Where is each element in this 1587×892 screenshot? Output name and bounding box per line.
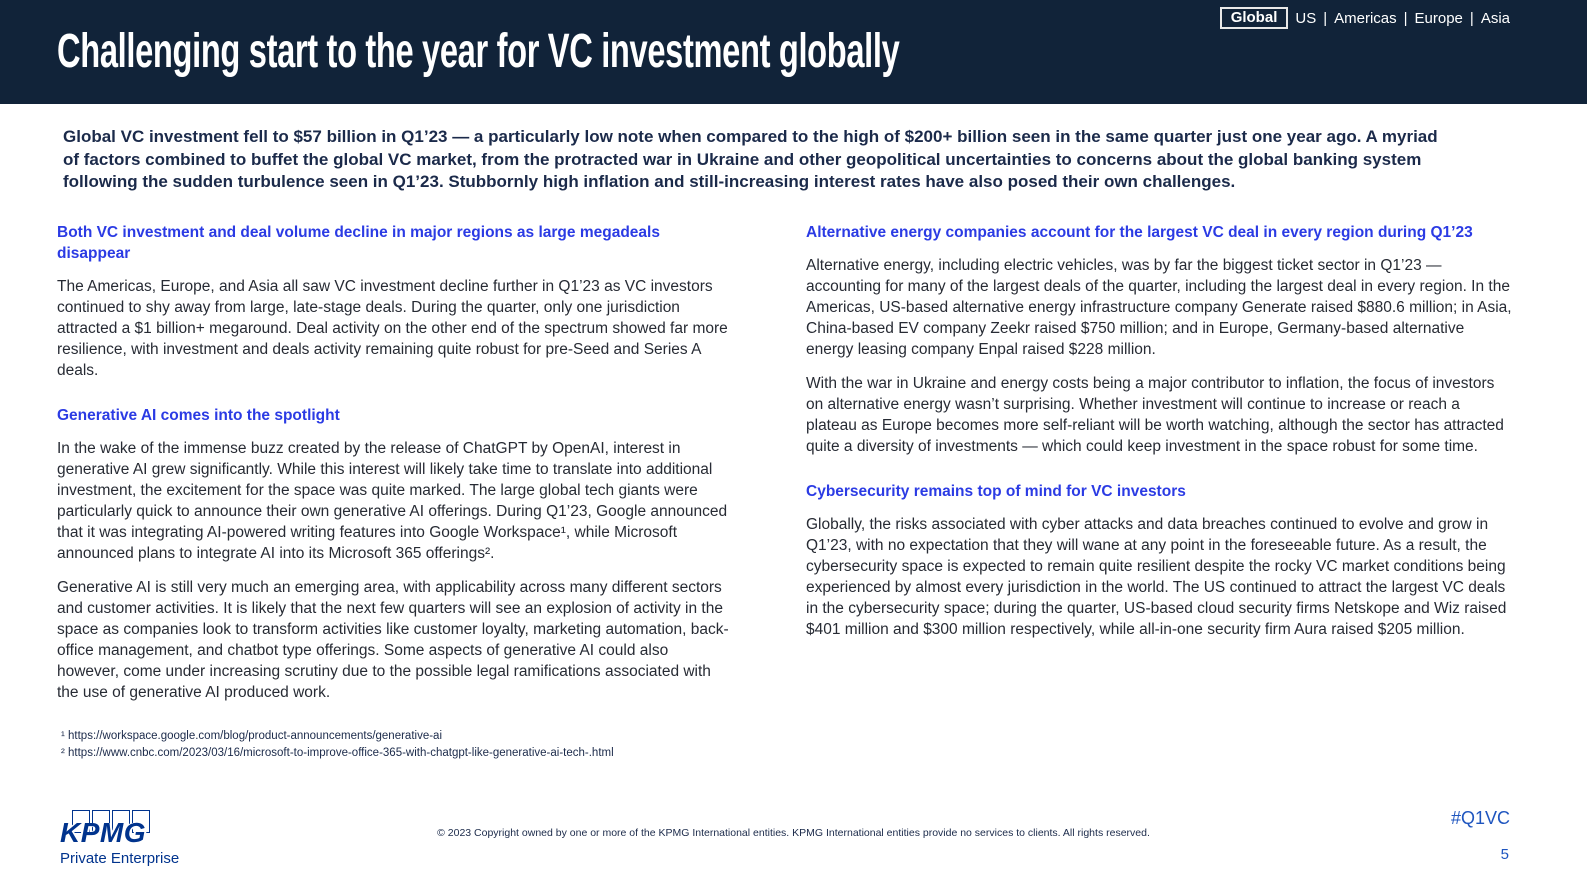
- paragraph-generative-ai-2: Generative AI is still very much an emerging area, with applicability across many different sectors and customer activities. It is likely that the next few quarters will see an explosion of activity in the space as companies look to transform activities like customer loyalty, marketing automation, back-office management, and chatbot type offerings. Some aspects of generative AI could also however, come under increasing scrutiny due to the possible legal ramifications associated with the use of generative AI produced work.: [57, 579, 729, 701]
- nav-tab-americas[interactable]: Americas: [1334, 9, 1397, 27]
- footnotes: [61, 728, 614, 762]
- page-number: 5: [1500, 846, 1509, 863]
- nav-tab-us[interactable]: US: [1295, 9, 1317, 27]
- left-column: [57, 220, 733, 716]
- hashtag-label: #Q1VC: [1450, 808, 1510, 828]
- intro-summary: Global VC investment fell to $57 billion in Q1’23 — a particularly low note when compared to the high of $200+ billion seen in the same quarter just one year ago. A myriad of factors combined to buffet the global VC market, from the protracted war in Ukraine and other geopolitical uncertainties to concerns about the global banking system following the sudden turbulence seen in Q1’23. Stubbornly high inflation and still-increasing interest rates have also posed their own challenges.: [63, 127, 1438, 191]
- paragraph-generative-ai-1: In the wake of the immense buzz created by the release of ChatGPT by OpenAI, interest in generative AI grew significantly. While this interest will likely take time to translate into additional investment, the excitement for the space was quite marked. The large global tech giants were particularly quick to announce their own generative AI offerings. During Q1’23, Google announced that it was integrating AI-powered writing features into Google Workspace¹, while Microsoft announced plans to integrate AI into its Microsoft 365 offerings².: [57, 440, 728, 562]
- nav-separator: |: [1469, 9, 1474, 27]
- section-heading-cybersecurity: Cybersecurity remains top of mind for VC investors: [806, 483, 1186, 500]
- paragraph-alternative-energy-2: With the war in Ukraine and energy costs being a major contributor to inflation, the focus of investors on alternative energy wasn’t surprising. Whether investment will continue to increase or reach a plateau as Europe becomes more self-reliant will be worth watching, although the sector has attracted quite a diversity of investments — which could keep investment in the space robust for some time.: [806, 375, 1504, 455]
- section-heading-generative-ai: Generative AI comes into the spotlight: [57, 407, 340, 424]
- kpmg-logo-subtitle: Private Enterprise: [60, 850, 180, 867]
- paragraph-cybersecurity: Globally, the risks associated with cyber attacks and data breaches continued to evolve and grow in Q1’23, with no expectation that they will wane at any point in the foreseeable future. As a result, the cybersecurity space is expected to remain quite resilient despite the rocky VC market conditions being experienced by almost every jurisdiction in the world. The US continued to attract the largest VC deals in the cybersecurity space; during the quarter, US-based cloud security firms Netskope and Wiz raised $401 million and $300 million respectively, while all-in-one security firm Aura raised $205 million.: [806, 516, 1507, 638]
- body-columns: [57, 220, 1512, 716]
- paragraph-megadeals: The Americas, Europe, and Asia all saw VC investment decline further in Q1’23 as VC investors continued to shy away from large, late-stage deals. During the quarter, only one jurisdiction attracted a $1 billion+ megaround. Deal activity on the other end of the spectrum showed far more resilience, with investment and deals activity remaining quite robust for pre-Seed and Series A deals.: [57, 278, 728, 379]
- footnote-link-1[interactable]: ¹ https://workspace.google.com/blog/product-announcements/generative-ai: [61, 730, 442, 742]
- nav-tab-asia[interactable]: Asia: [1480, 9, 1510, 27]
- kpmg-logo-wordmark: KPMG: [60, 817, 146, 848]
- section-heading-alternative-energy: Alternative energy companies account for the largest VC deal in every region during Q1’23: [806, 224, 1473, 241]
- paragraph-alternative-energy-1: Alternative energy, including electric vehicles, was by far the biggest ticket sector in Q1’23 — accounting for many of the largest deals of the quarter, including the largest deal in every region. In the Americas, US-based alternative energy infrastructure company Generate raised $880.6 million; in Asia, China-based EV company Zeekr raised $750 million; and in Europe, Germany-based alternative energy leasing company Enpal raised $228 million.: [806, 257, 1512, 358]
- nav-separator: |: [1323, 9, 1328, 27]
- page-title-text: Challenging start to the year for VC investment globally: [57, 25, 900, 78]
- header-band: [0, 0, 1587, 104]
- footnote-link-2[interactable]: ² https://www.cnbc.com/2023/03/16/microsoft-to-improve-office-365-with-chatgpt-like-generative-ai-tech-.html: [61, 747, 614, 759]
- right-column: [806, 220, 1512, 716]
- nav-tab-europe[interactable]: Europe: [1414, 9, 1463, 27]
- copyright-notice: © 2023 Copyright owned by one or more of the KPMG International entities. KPMG International entities provide no services to clients. All rights reserved.: [437, 827, 1150, 839]
- nav-separator: |: [1403, 9, 1408, 27]
- page-title: [57, 24, 1296, 79]
- section-heading-megadeals: Both VC investment and deal volume decline in major regions as large megadeals disappear: [57, 224, 660, 262]
- nav-tab-global[interactable]: Global: [1220, 7, 1289, 29]
